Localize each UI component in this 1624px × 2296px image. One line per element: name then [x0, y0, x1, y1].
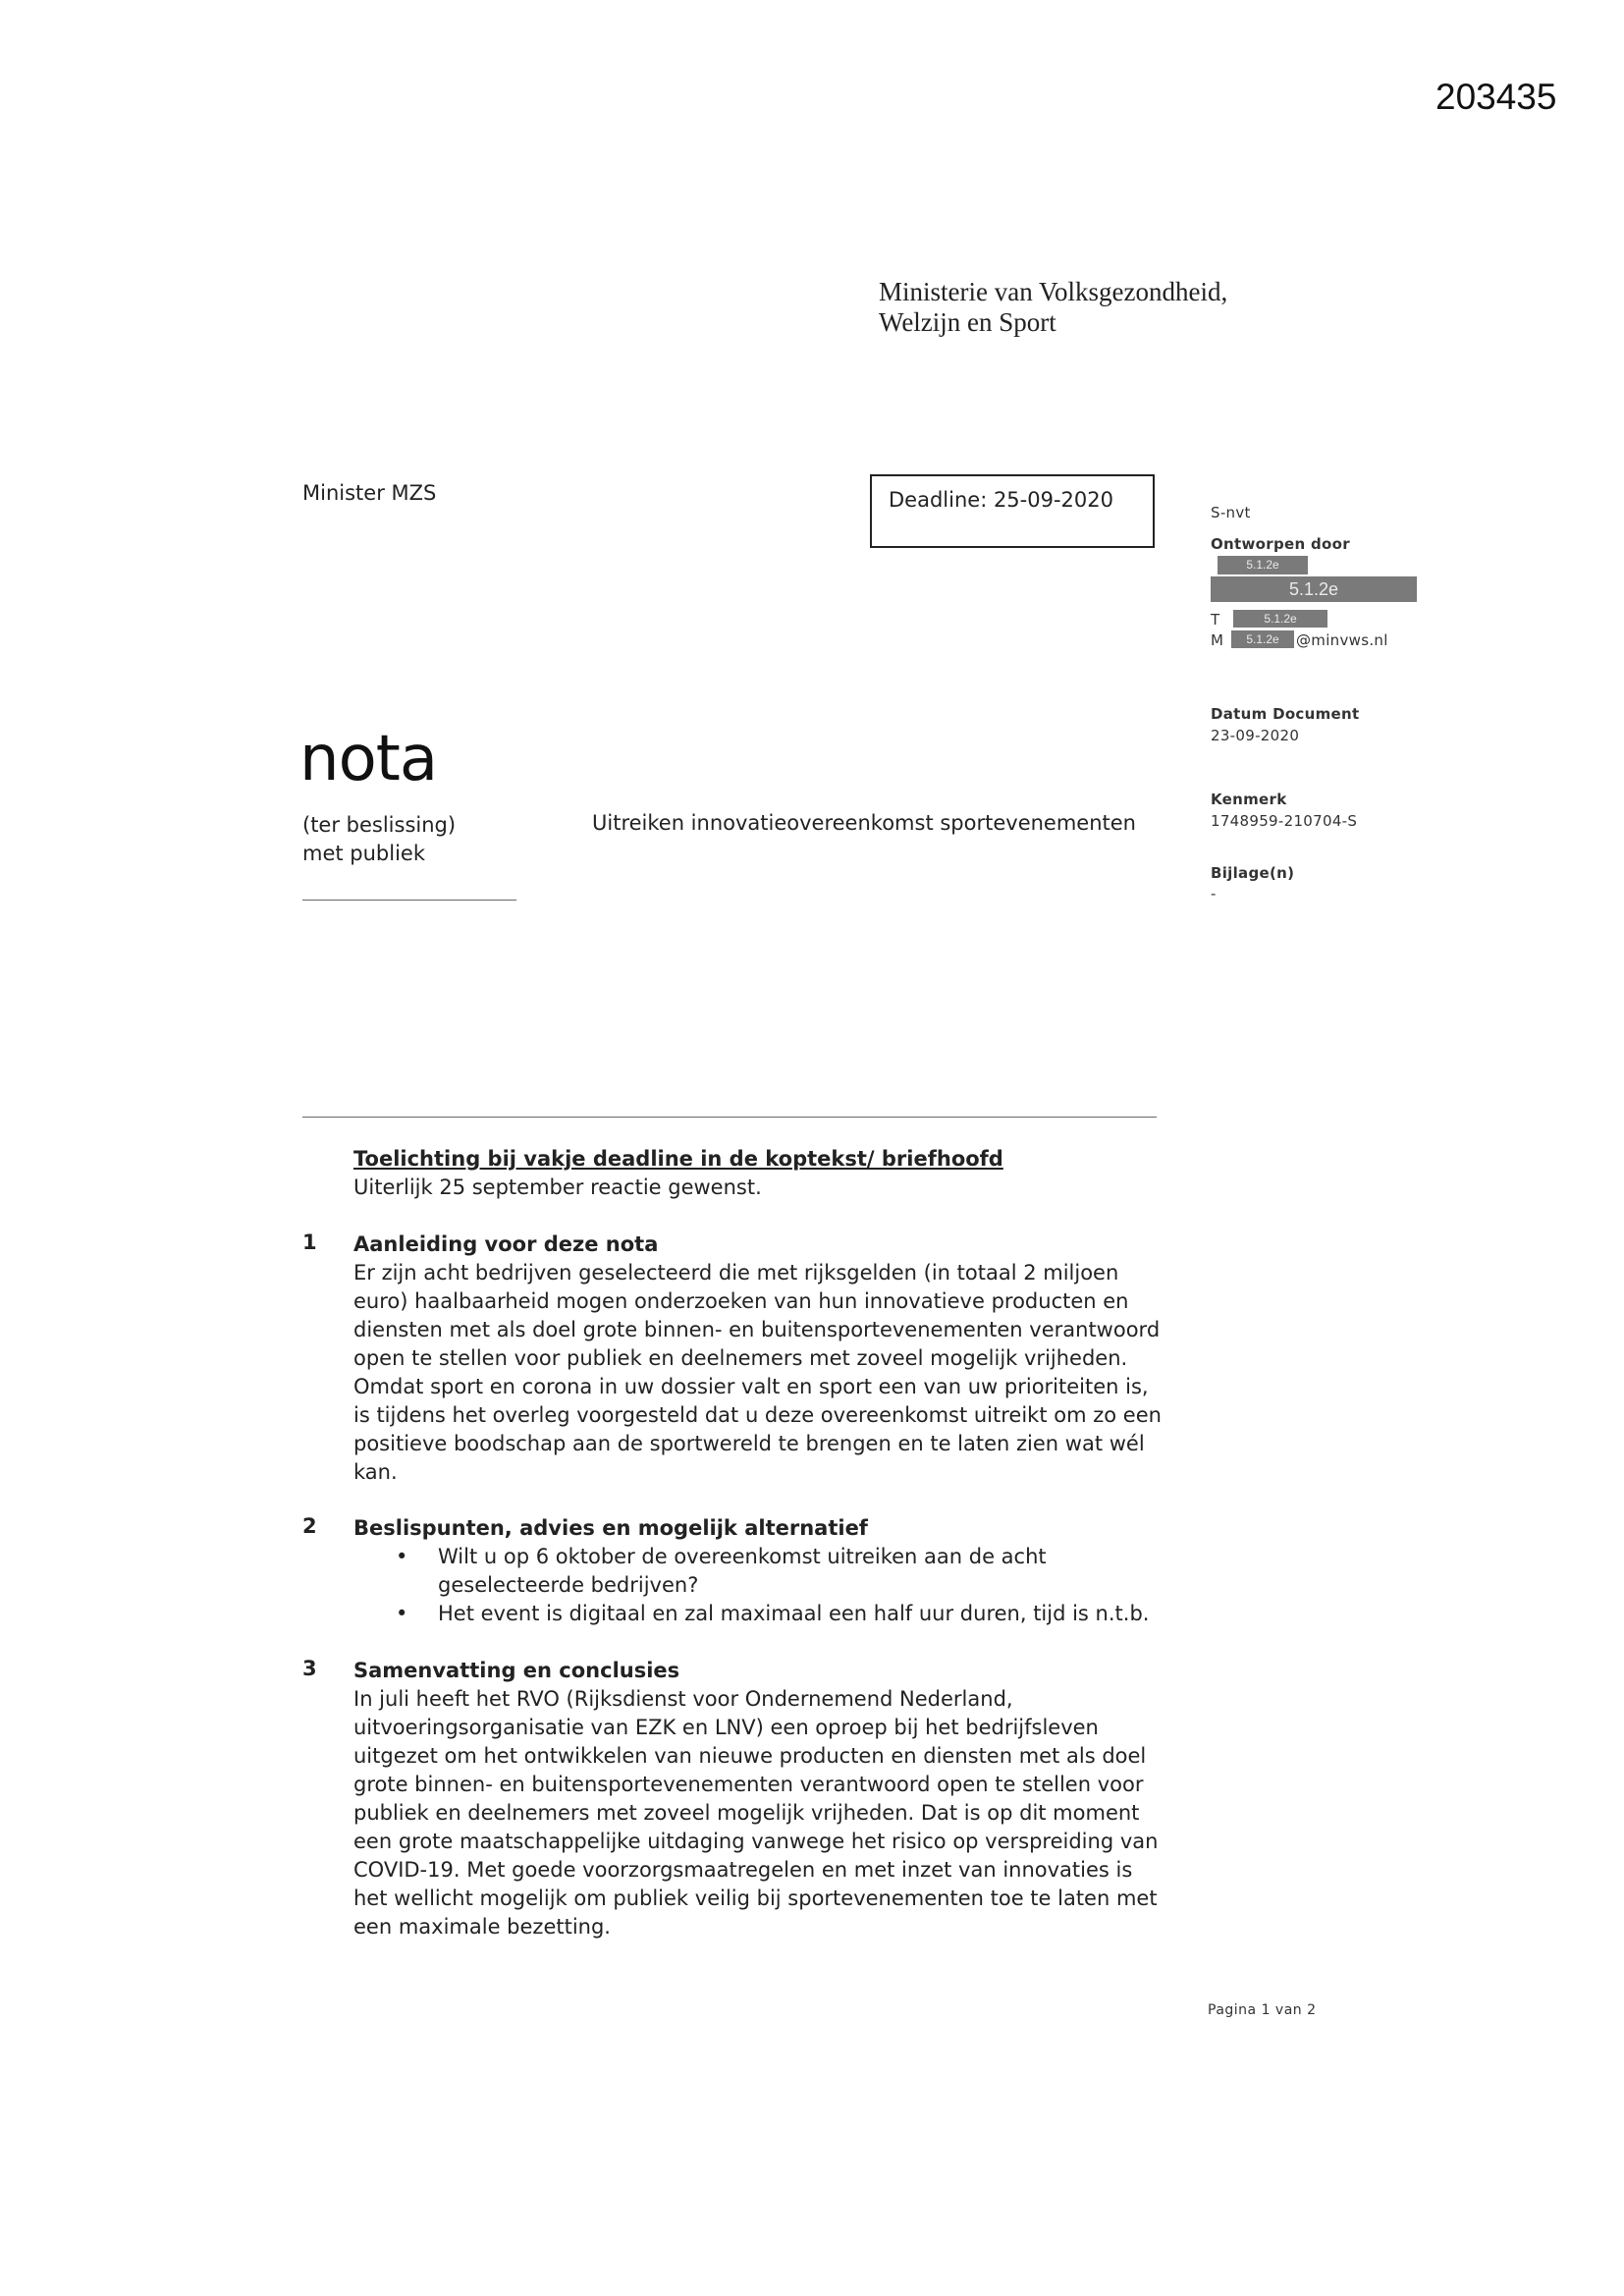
subtitle-line-1: (ter beslissing)	[302, 813, 457, 837]
ministry-line-1: Ministerie van Volksgezondheid,	[879, 277, 1228, 306]
section-line: Omdat sport en corona in uw dossier valt en sport een van uw prioriteiten is,	[353, 1375, 1149, 1398]
redaction-block: 5.1.2e	[1233, 610, 1327, 628]
recipient: Minister MZS	[302, 481, 437, 505]
document-subtitle	[302, 811, 456, 868]
deadline-text: Deadline: 25-09-2020	[889, 488, 1113, 512]
redaction-block: 5.1.2e	[1218, 556, 1308, 574]
bijlage-value: -	[1211, 885, 1217, 902]
date-label: Datum Document	[1211, 705, 1360, 723]
section-3	[353, 1657, 1237, 1941]
document-number: 203435	[1435, 77, 1557, 117]
section-line: publiek en deelnemers met zoveel mogelijk vrijheden. Dat is op dit moment	[353, 1801, 1140, 1825]
section-number: 1	[302, 1230, 317, 1254]
explanation-block	[353, 1145, 1237, 1202]
redaction-block: 5.1.2e	[1231, 630, 1294, 648]
section-line: een grote maatschappelijke uitdaging vanwege het risico op verspreiding van	[353, 1830, 1159, 1853]
bullet-list	[353, 1543, 1237, 1628]
mobile-label: M	[1211, 631, 1224, 649]
section-line: positieve boodschap aan de sportwereld te brengen en te laten zien wat wél	[353, 1432, 1145, 1455]
section-line: diensten met als doel grote binnen- en buitensportevenementen verantwoord	[353, 1318, 1161, 1341]
email-suffix: @minvws.nl	[1296, 631, 1388, 649]
bullet-line: • Het event is digitaal en zal maximaal een half uur duren, tijd is n.t.b.	[438, 1602, 1150, 1625]
section-line: COVID-19. Met goede voorzorgsmaatregelen en met inzet van innovaties is	[353, 1858, 1133, 1882]
section-line: is tijdens het overleg voorgesteld dat u deze overeenkomst uitreikt om zo een	[353, 1403, 1162, 1427]
reference-code: S-nvt	[1211, 504, 1251, 521]
redaction-block: 5.1.2e	[1211, 576, 1417, 602]
bijlage-label: Bijlage(n)	[1211, 864, 1295, 882]
kenmerk-label: Kenmerk	[1211, 791, 1287, 808]
page-number: Pagina 1 van 2	[1208, 2002, 1317, 2018]
ministry-letterhead	[879, 277, 1227, 338]
bullet-line: geselecteerde bedrijven?	[438, 1573, 699, 1597]
section-number: 2	[302, 1514, 317, 1538]
subtitle-line-2: met publiek	[302, 842, 426, 865]
divider	[302, 1117, 1157, 1118]
explanation-heading: Toelichting bij vakje deadline in de koptekst/ briefhoofd	[353, 1147, 1003, 1171]
section-line: In juli heeft het RVO (Rijksdienst voor Ondernemend Nederland,	[353, 1687, 1013, 1711]
section-heading: Samenvatting en conclusies	[353, 1659, 680, 1682]
section-line: open te stellen voor publiek en deelnemers met zoveel mogelijk vrijheden.	[353, 1346, 1128, 1370]
section-line: een maximale bezetting.	[353, 1915, 611, 1939]
section-heading: Aanleiding voor deze nota	[353, 1232, 659, 1256]
section-line: uitvoeringsorganisatie van EZK en LNV) een oproep bij het bedrijfsleven	[353, 1716, 1099, 1739]
section-1	[353, 1230, 1237, 1487]
designed-by-label: Ontworpen door	[1211, 535, 1350, 553]
list-item	[353, 1600, 1237, 1628]
divider	[302, 900, 516, 901]
section-2	[353, 1514, 1237, 1628]
section-heading: Beslispunten, advies en mogelijk alternatief	[353, 1516, 868, 1540]
section-line: het wellicht mogelijk om publiek veilig bij sportevenementen toe te laten met	[353, 1886, 1158, 1910]
bullet-line: • Wilt u op 6 oktober de overeenkomst uitreiken aan de acht	[438, 1545, 1047, 1568]
phone-label: T	[1211, 611, 1220, 629]
section-line: Er zijn acht bedrijven geselecteerd die met rijksgelden (in totaal 2 miljoen	[353, 1261, 1119, 1285]
deadline-box	[870, 474, 1155, 548]
explanation-text: Uiterlijk 25 september reactie gewenst.	[353, 1175, 762, 1199]
section-line: euro) haalbaarheid mogen onderzoeken van hun innovatieve producten en	[353, 1289, 1129, 1313]
date-value: 23-09-2020	[1211, 727, 1300, 744]
section-line: kan.	[353, 1460, 398, 1484]
list-item	[353, 1543, 1237, 1600]
ministry-line-2: Welzijn en Sport	[879, 307, 1056, 337]
document-subject: Uitreiken innovatieovereenkomst sportevenementen	[592, 811, 1136, 835]
section-line: uitgezet om het ontwikkelen van nieuwe producten en diensten met als doel	[353, 1744, 1147, 1768]
section-line: grote binnen- en buitensportevenementen verantwoord open te stellen voor	[353, 1773, 1144, 1796]
document-title: nota	[299, 723, 438, 795]
section-number: 3	[302, 1657, 317, 1680]
kenmerk-value: 1748959-210704-S	[1211, 812, 1358, 830]
